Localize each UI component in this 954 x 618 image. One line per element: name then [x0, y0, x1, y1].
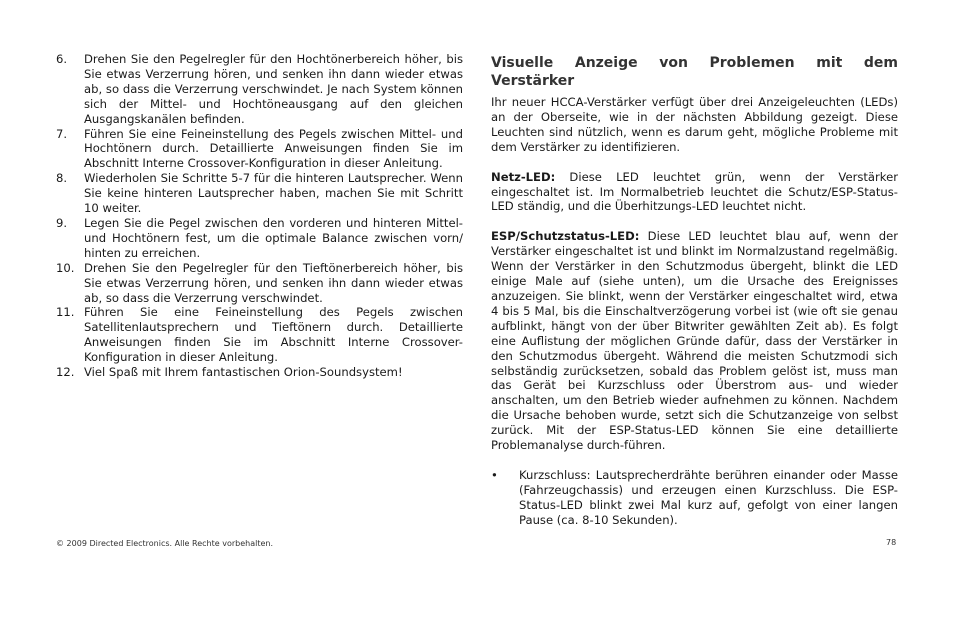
section-heading: Visuelle Anzeige von Problemen mit dem Verstärker	[491, 55, 898, 89]
list-item	[56, 365, 463, 380]
step-text: Viel Spaß mit Ihrem fantastischen Orion-Soundsystem!	[84, 365, 403, 380]
step-text: Wiederholen Sie Schritte 5-7 für die hinteren Lautsprecher. Wenn Sie keine hinteren Lautsprecher haben, machen Sie mit Schritt 10 weiter.	[84, 171, 463, 216]
list-item	[56, 261, 463, 306]
step-text: Führen Sie eine Feineinstellung des Pegels zwischen Satellitenlautsprechern und Tieftönern durch. Detaillierte Anweisungen finden Sie im Abschnitt Interne Crossover-Konfiguration in dieser Anleitung.	[84, 305, 463, 365]
netz-led-text: Diese LED leuchtet grün, wenn der Verstärker eingeschaltet ist. Im Normalbetrieb leuchtet die Schutz/ESP-Status-LED ständig, und die Überhitzungs-LED leuchtet nicht.	[491, 169, 898, 214]
step-text: Drehen Sie den Pegelregler für den Hochtönerbereich höher, bis Sie etwas Verzerrung hören, und senken ihn dann wieder etwas ab, so dass die Verzerrung verschwindet. Je nach System können sich der Mittel- und Hochtöneausgang auf den gleichen Ausgangskanälen befinden.	[84, 52, 463, 126]
list-item	[56, 127, 463, 172]
list-item	[56, 52, 463, 127]
esp-led-text: Diese LED leuchtet blau auf, wenn der Verstärker eingeschaltet ist und blinkt im Normalzustand regelmäßig. Wenn der Verstärker in den Schutzmodus übergeht, blinkt die LED einige Male auf (siehe unten), um die Ursache des Ereignisses anzuzeigen. Sie blinkt, wenn der Verstärker eingeschaltet wird, etwa 4 bis 5 Mal, bis die Einschaltverzögerung vorbei ist (wie oft sie genau aufblinkt, hängt von der über Bitwriter gewählten Zeit ab). Es folgt eine Auflistung der möglichen Gründe dafür, dass der Verstärker in den Schutzmodus übergeht. Während die meisten Schutzmodi sich selbständig zurücksetzen, sobald das Problem gelöst ist, muss man das Gerät bei Kurzschluss oder Überstrom aus- und wieder anschalten, um den Betrieb wieder aufnehmen zu können. Nachdem die Ursache behoben wurde, setzt sich die Schutzanzeige von selbst zurück. Mit der ESP-Status-LED können Sie eine detaillierte Problemanalyse durch-führen.	[491, 229, 898, 453]
esp-led-label: ESP/Schutzstatus-LED:	[491, 229, 640, 244]
list-item	[491, 468, 898, 528]
step-number: 8.	[56, 171, 68, 186]
list-item	[56, 171, 463, 216]
step-number: 9.	[56, 215, 68, 230]
netz-led-label: Netz-LED:	[491, 169, 556, 184]
list-item	[56, 305, 463, 365]
step-text: Legen Sie die Pegel zwischen den vorderen und hinteren Mittel- und Hochtönern fest, um die optimale Balance zwischen vorn/ hinten zu erreichen.	[84, 215, 463, 260]
bullet-icon: •	[491, 467, 498, 482]
page-number: 78	[886, 538, 897, 547]
step-number: 10.	[56, 260, 75, 275]
step-number: 11.	[56, 305, 75, 320]
step-number: 12.	[56, 365, 75, 380]
step-number: 7.	[56, 126, 68, 141]
instruction-steps	[56, 52, 463, 380]
copyright-footer: © 2009 Directed Electronics. Alle Rechte vorbehalten.	[56, 539, 273, 548]
step-number: 6.	[56, 52, 68, 66]
step-text: Drehen Sie den Pegelregler für den Tieftönerbereich höher, bis Sie etwas Verzerrung hören, und senken ihn dann wieder etwas ab, so dass die Verzerrung verschwindet.	[84, 260, 463, 305]
bullet-text: Kurzschluss: Lautsprecherdrähte berühren einander oder Masse (Fahrzeugchassis) und erzeugen einen Kurzschluss. Die ESP-Status-LED blinkt zwei Mal kurz auf, gefolgt von einer langen Pause (ca. 8-10 Sekunden).	[519, 467, 898, 527]
step-text: Führen Sie eine Feineinstellung des Pegels zwischen Mittel- und Hochtönern durch. Detaillierte Anweisungen finden Sie im Abschnitt Interne Crossover-Konfiguration in dieser Anleitung.	[84, 126, 463, 171]
netz-led-paragraph	[491, 170, 898, 215]
led-section	[491, 52, 898, 528]
esp-led-paragraph	[491, 229, 898, 453]
intro-paragraph: Ihr neuer HCCA-Verstärker verfügt über drei Anzeigeleuchten (LEDs) an der Oberseite, wie in der nächsten Abbildung gezeigt. Diese Leuchten sind nützlich, wenn es darum geht, mögliche Probleme mit dem Verstärker zu identifizieren.	[491, 95, 898, 154]
list-item	[56, 216, 463, 261]
